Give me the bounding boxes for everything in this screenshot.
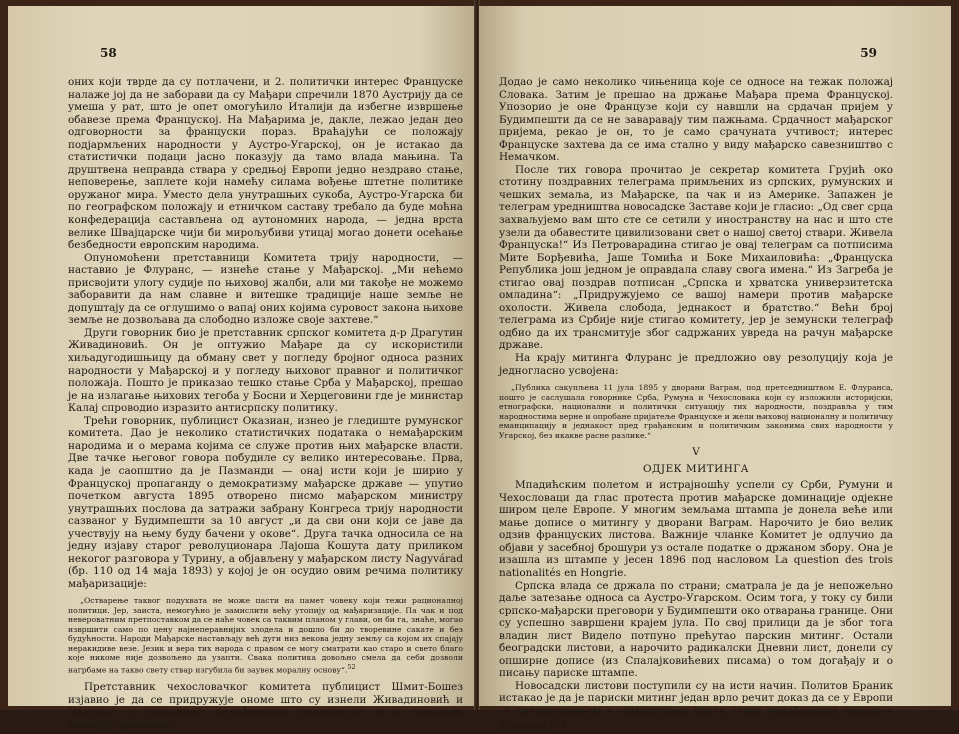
paragraph: Опуномоћени претставници Комитета трију народности, — наставио је Флуранс, — изнеће стање у Мађарској. „Ми нећемо присвојити улогу судије по њиховој жалби, али ми такође не можемо заборавити да нам славне и витешке традиције наше земље не допуштају да се оглушимо о вапај оних којима суровост закона њихове земље не дозвољава да слободно изложе своје захтеве.“ (68, 251, 463, 327)
left-page-text (68, 76, 463, 731)
paragraph: Додао је само неколико чињеница које се односе на тежак положај Словака. Затим је прешао на држање Мађара према Француској. Упозорио је оне Французе који су навшли на срдачан пријем у Будимпешти да се не заваравају тим пажњама. Срдачност мађарског пријема, рекао је он, то је само срачуната учтивост; интерес Француске захтева да се има стално у виду мађарско савезништво с Немачком. (499, 76, 893, 164)
quote-text (68, 596, 463, 675)
paragraph (499, 680, 893, 734)
chapter-number: V (692, 446, 700, 459)
paragraph-body: Новосадски листови поступили су на исти начин. Политов Браник истакао је да је париски митинг један врло речит доказ да се у Европи „с интересовањем и симпатијама прати ствар немађарских народа у Угарској.“ (499, 679, 893, 733)
paragraph: оних који тврде да су потлачени, и 2. политички интерес Француске налаже јој да не заборави да су Мађари спречили 1870 Аустрију да се умеша у рат, што је опет омогућило Италији да избегне извршење обавезе према Француској. На Мађарима је, дакле, лежао један део одговорности за француски пораз. Враћајући се положају подјармљених народности у Аустро-Угарској, он је истакао да статистички подаци јасно показују да тамо влада мањина. Та друштвена неправда ствара у средњој Европи једно нездраво стање, неповерење, заплете који намећу силама вођење штетне политике оружаног мира. Уместо дела унутрашњих сукоба, Аустро-Угарска би по географском положају и етничком саставу требало да буде моћна конфедерација састављена од аутономних народа, — једна врста велике Швајцарске чији би мирољубиви утицај могао донети осећање безбедности европским народима. (68, 76, 463, 252)
paragraph: Претставник чехословачког комитета публицист Шмит-Бошез изјавио је да се придружује ономе што су изнели Живадиновић и Оказиан о прогонима немађарских народности и о прослави хиљадугодишњице, (68, 680, 463, 731)
paragraph: Мпадићским полетом и истрајношћу успели су Срби, Румуни и Чехословаци да глас протеста против мађарске доминације одјекне широм целе Европе. У многим земљама штампа је донела веће или мање дописе о митингу у дворани Ваграм. Нарочито је био велик одзив француских листова. Важније чланке Комитет је одлучио да објави у засебној брошури уз остале податке о држаном збору. Она је изашла из штампе у јесен 1896 под насловом La question des trois nationalités en Hongrie. (499, 479, 893, 579)
paragraph: Трећи говорник, публицист Оказиан, изнео је гледиште румунског комитета. Дао је неколико статистичких података о немађарским народима и о мерама којима се служе против њих мађарске власти. Две тачке његовог говора побудиле су велико интересовање. Прва, када је саопштио да је Пазманди — онај исти који је ширио у Француској пропаганду о демократизму мађарске државе — упутио почетком августа 1895 отворено писмо мађарском министру унутрашњих послова да затражи забрану Конгреса трију народности сазваног у Будимпешти за 10 август „и да сви они који се јаве да учествују на њему буду бачени у окове“. Друга тачка односила се на једну изјаву старог револуционара Лајоша Кошута дату приликом некогог разговора у Турину, а објављену у мађарском листу Nagyvárad (бр. 110 од 14 маја 1893) у којој је он осудио овим речима политику мађаризације: (68, 414, 463, 590)
right-page (479, 6, 951, 733)
left-page (8, 6, 475, 731)
paragraph: Српска влада се држала по страни; сматрала је да је непожељно даље затезање односа са Аустро-Угарском. Осим тога, у току су били српско-мађарски преговори у Будимпешти око отварања границе. Они су успешно завршени крајем јула. По свој прилици да је због тога владин лист Видело потпуно прећутао парскин митинг. Остали београдски листови, а нарочито радикалски Дневни лист, донели су опширне дописе (из Спалајковићевих писама) о том догађају и о писању париске штампе. (499, 579, 893, 680)
resolution-quote (499, 383, 893, 440)
quote-text: „Публика сакупљена 11 јула 1895 у дворани Ваграм, под претседништвом Е. Флуранса, пошто је саслушала говорнике Срба, Румуна и Чехословака који су изложили историјски, етнографски, национални и политички ситуацију тих народности, поздравља у тим народностима верне и опробане пријатеље Француске и жели њиховој националну и политичку еманципацију и једнакост пред грађанским и политичким законима свих народности у Угарској, без икакве расне разлике.“ (499, 383, 893, 440)
paragraph: После тих говора прочитао је секретар комитета Грујић око стотину поздравних телеграма примљених из српских, румунских и чешких земаља, из Мађарске, па чак и из Америке. Запажен је телеграм уредништва новосадске Заставе који је гласио: „Од свег срца захваљујемо вам што сте се сетили у иностранству на нас и што сте узели да обавестите цивилизовани свет о нашој светој ствари. Живела Француска!“ Из Петроварадина стигао је овај телеграм са потписима Мите Борђевића, Јаше Томића и Боке Михаиловића: „Француска Република још једном је оправдала славу свога имена.“ Из Загреба је стигао овај поздрав потписан „Српска и хрватска универзитетска омладина“: „Придружујемо се вашој намери против мађарске охолости. Живела слобода, једнакост и братство.“ Већи број телеграма из Србије није стигао комитету, јер је земунски телеграф одбио да их трансмитује због садржаних увреда на рачун мађарске државе. (499, 163, 893, 352)
quote-body: „Остварење таквог подухвата не може пасти на памет човеку који тежи рационалној политици. Јер, заиста, немогућно је замислити већу утопију од мађаризације. Па чак и под невероватним претпоставком да се наће човек са таквим планом у глави, он би га, знаће, могао извршити само по цену најнеперавнијих злодела и дошло би до творевине сакате и без будућности. Народи Мађарске настављају већ дуги низ векова једну земљу са којом их спајају неракидиве везе. Језик и вера тих народа с правом се могу сматрати као старо и свето благо које никоме није дозвољено да узапти. Свака политика довољно смела да себи дозволи нагрбаме на такво свету ствар изгубила би заувек моралну основу“. (68, 596, 463, 675)
paragraph: На крају митинга Флуранс је предложио ову резолуцију која је једногласно усвојена: (499, 352, 893, 377)
footnote-ref: 54 (555, 718, 567, 729)
page-number-left: 58 (100, 46, 117, 60)
chapter-title: ОДЈЕК МИТИНГА (642, 462, 750, 475)
footnote-ref: 52 (347, 662, 356, 671)
paragraph: Други говорник био је претставник српског комитета д-р Драгутин Живадиновић. Он је оптужио Мађаре да су искористили хиљадугодишњицу да обману свет у погледу бројног односа разних народности у Мађарској и у погледу њиховог правног и политичког положаја. Пошто је приказао тешко стање Срба у Мађарској, прешао је на излагање њихових тегоба у Босни и Херцеговини где је министар Калај спроводио изразито антисрпску политику. (68, 326, 463, 415)
page-number-right: 59 (860, 46, 877, 60)
right-page-text (499, 76, 893, 734)
block-quote (68, 596, 463, 675)
